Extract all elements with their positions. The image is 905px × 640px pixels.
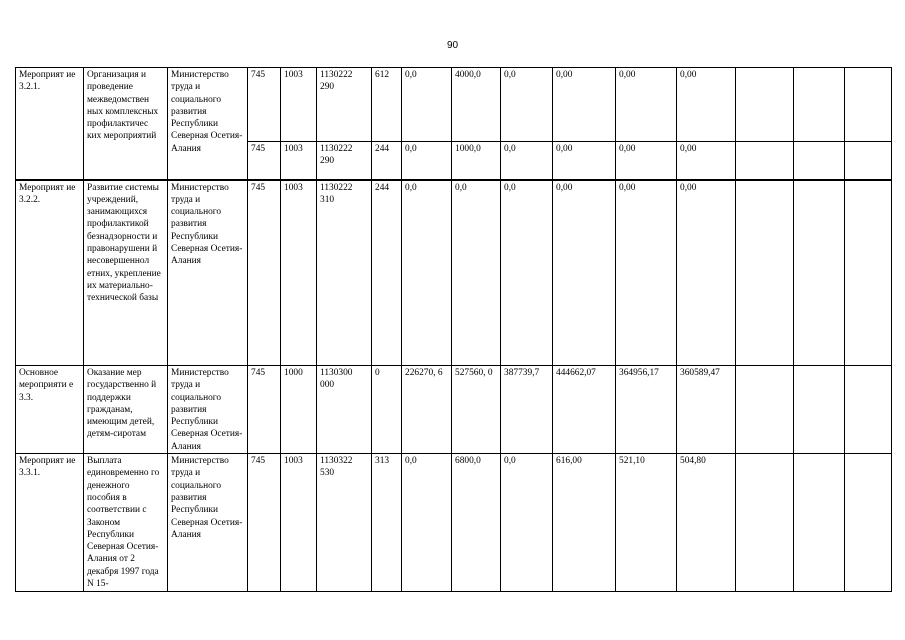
- target-article-code: 1130222 290: [317, 142, 372, 180]
- expense-type-code: 612: [372, 68, 402, 142]
- measure-description: Развитие системы учреждений, занимающихся профилактикой безнадзорности и правонарушени й несовершеннол етних, укрепление их материально-технической базы: [84, 180, 168, 366]
- measure-name: Мероприят ие 3.2.2.: [16, 180, 84, 366]
- table-row: [16, 180, 892, 366]
- section-code: 1003: [281, 454, 317, 592]
- value-7: [736, 366, 794, 454]
- target-article-code: 1130222 290: [317, 68, 372, 142]
- value-2: 4000,0: [452, 68, 501, 142]
- value-3: 0,0: [501, 454, 553, 592]
- value-2: 6800,0: [452, 454, 501, 592]
- value-3: 0,0: [501, 68, 553, 142]
- value-9: [845, 68, 892, 142]
- measure-name: Мероприят ие 3.3.1.: [16, 454, 84, 592]
- program-table: [15, 67, 892, 592]
- value-3: 387739,7: [501, 366, 553, 454]
- grbs-code: 745: [248, 68, 281, 142]
- measure-description: Оказание мер государственно й поддержки гражданам, имеющим детей, детям-сиротам: [84, 366, 168, 454]
- value-7: [736, 180, 794, 366]
- section-code: 1003: [281, 180, 317, 366]
- ministry: Министерство труда и социального развития Республики Северная Осетия-Алания: [168, 366, 248, 454]
- section-code: 1000: [281, 366, 317, 454]
- value-6: 504,80: [677, 454, 736, 592]
- value-6: 0,00: [677, 68, 736, 142]
- grbs-code: 745: [248, 142, 281, 180]
- value-9: [845, 454, 892, 592]
- value-5: 364956,17: [616, 366, 677, 454]
- value-3: 0,0: [501, 180, 553, 366]
- measure-description: Выплата единовременно го денежного пособия в соответствии с Законом Республики Северная Осетия-Алания от 2 декабря 1997 года N 15-: [84, 454, 168, 592]
- value-8: [794, 366, 845, 454]
- ministry: Министерство труда и социального развития Республики Северная Осетия-Алания: [168, 180, 248, 366]
- value-1: 0,0: [402, 454, 452, 592]
- value-4: 0,00: [553, 142, 616, 180]
- value-2: 0,0: [452, 180, 501, 366]
- value-7: [736, 454, 794, 592]
- target-article-code: 1130222 310: [317, 180, 372, 366]
- value-9: [845, 366, 892, 454]
- ministry: Министерство труда и социального развития Республики Северная Осетия-Алания: [168, 68, 248, 180]
- value-3: 0,0: [501, 142, 553, 180]
- value-7: [736, 68, 794, 142]
- value-2: 527560, 0: [452, 366, 501, 454]
- value-1: 0,0: [402, 180, 452, 366]
- expense-type-code: 244: [372, 142, 402, 180]
- value-9: [845, 142, 892, 180]
- ministry: Министерство труда и социального развития Республики Северная Осетия-Алания: [168, 454, 248, 592]
- value-5: 0,00: [616, 180, 677, 366]
- grbs-code: 745: [248, 180, 281, 366]
- value-5: 0,00: [616, 142, 677, 180]
- grbs-code: 745: [248, 454, 281, 592]
- measure-description: Организация и проведение межведомствен ных комплексных профилактичес ких мероприятий: [84, 68, 168, 180]
- expense-type-code: 0: [372, 366, 402, 454]
- value-9: [845, 180, 892, 366]
- value-1: 0,0: [402, 68, 452, 142]
- table-row: [16, 68, 892, 142]
- value-8: [794, 142, 845, 180]
- expense-type-code: 244: [372, 180, 402, 366]
- value-1: 0,0: [402, 142, 452, 180]
- value-4: 0,00: [553, 68, 616, 142]
- section-code: 1003: [281, 68, 317, 142]
- grbs-code: 745: [248, 366, 281, 454]
- value-4: 616,00: [553, 454, 616, 592]
- value-8: [794, 68, 845, 142]
- value-6: 0,00: [677, 180, 736, 366]
- value-5: 521,10: [616, 454, 677, 592]
- target-article-code: 1130300 000: [317, 366, 372, 454]
- table-row: [16, 366, 892, 454]
- value-8: [794, 454, 845, 592]
- value-8: [794, 180, 845, 366]
- page-number: 90: [446, 40, 459, 51]
- expense-type-code: 313: [372, 454, 402, 592]
- value-4: 0,00: [553, 180, 616, 366]
- value-2: 1000,0: [452, 142, 501, 180]
- section-code: 1003: [281, 142, 317, 180]
- measure-name: Мероприят ие 3.2.1.: [16, 68, 84, 180]
- value-6: 360589,47: [677, 366, 736, 454]
- measure-name: Основное мероприяти е 3.3.: [16, 366, 84, 454]
- value-6: 0,00: [677, 142, 736, 180]
- value-7: [736, 142, 794, 180]
- value-5: 0,00: [616, 68, 677, 142]
- value-1: 226270, 6: [402, 366, 452, 454]
- value-4: 444662,07: [553, 366, 616, 454]
- target-article-code: 1130322 530: [317, 454, 372, 592]
- table-row: [16, 454, 892, 592]
